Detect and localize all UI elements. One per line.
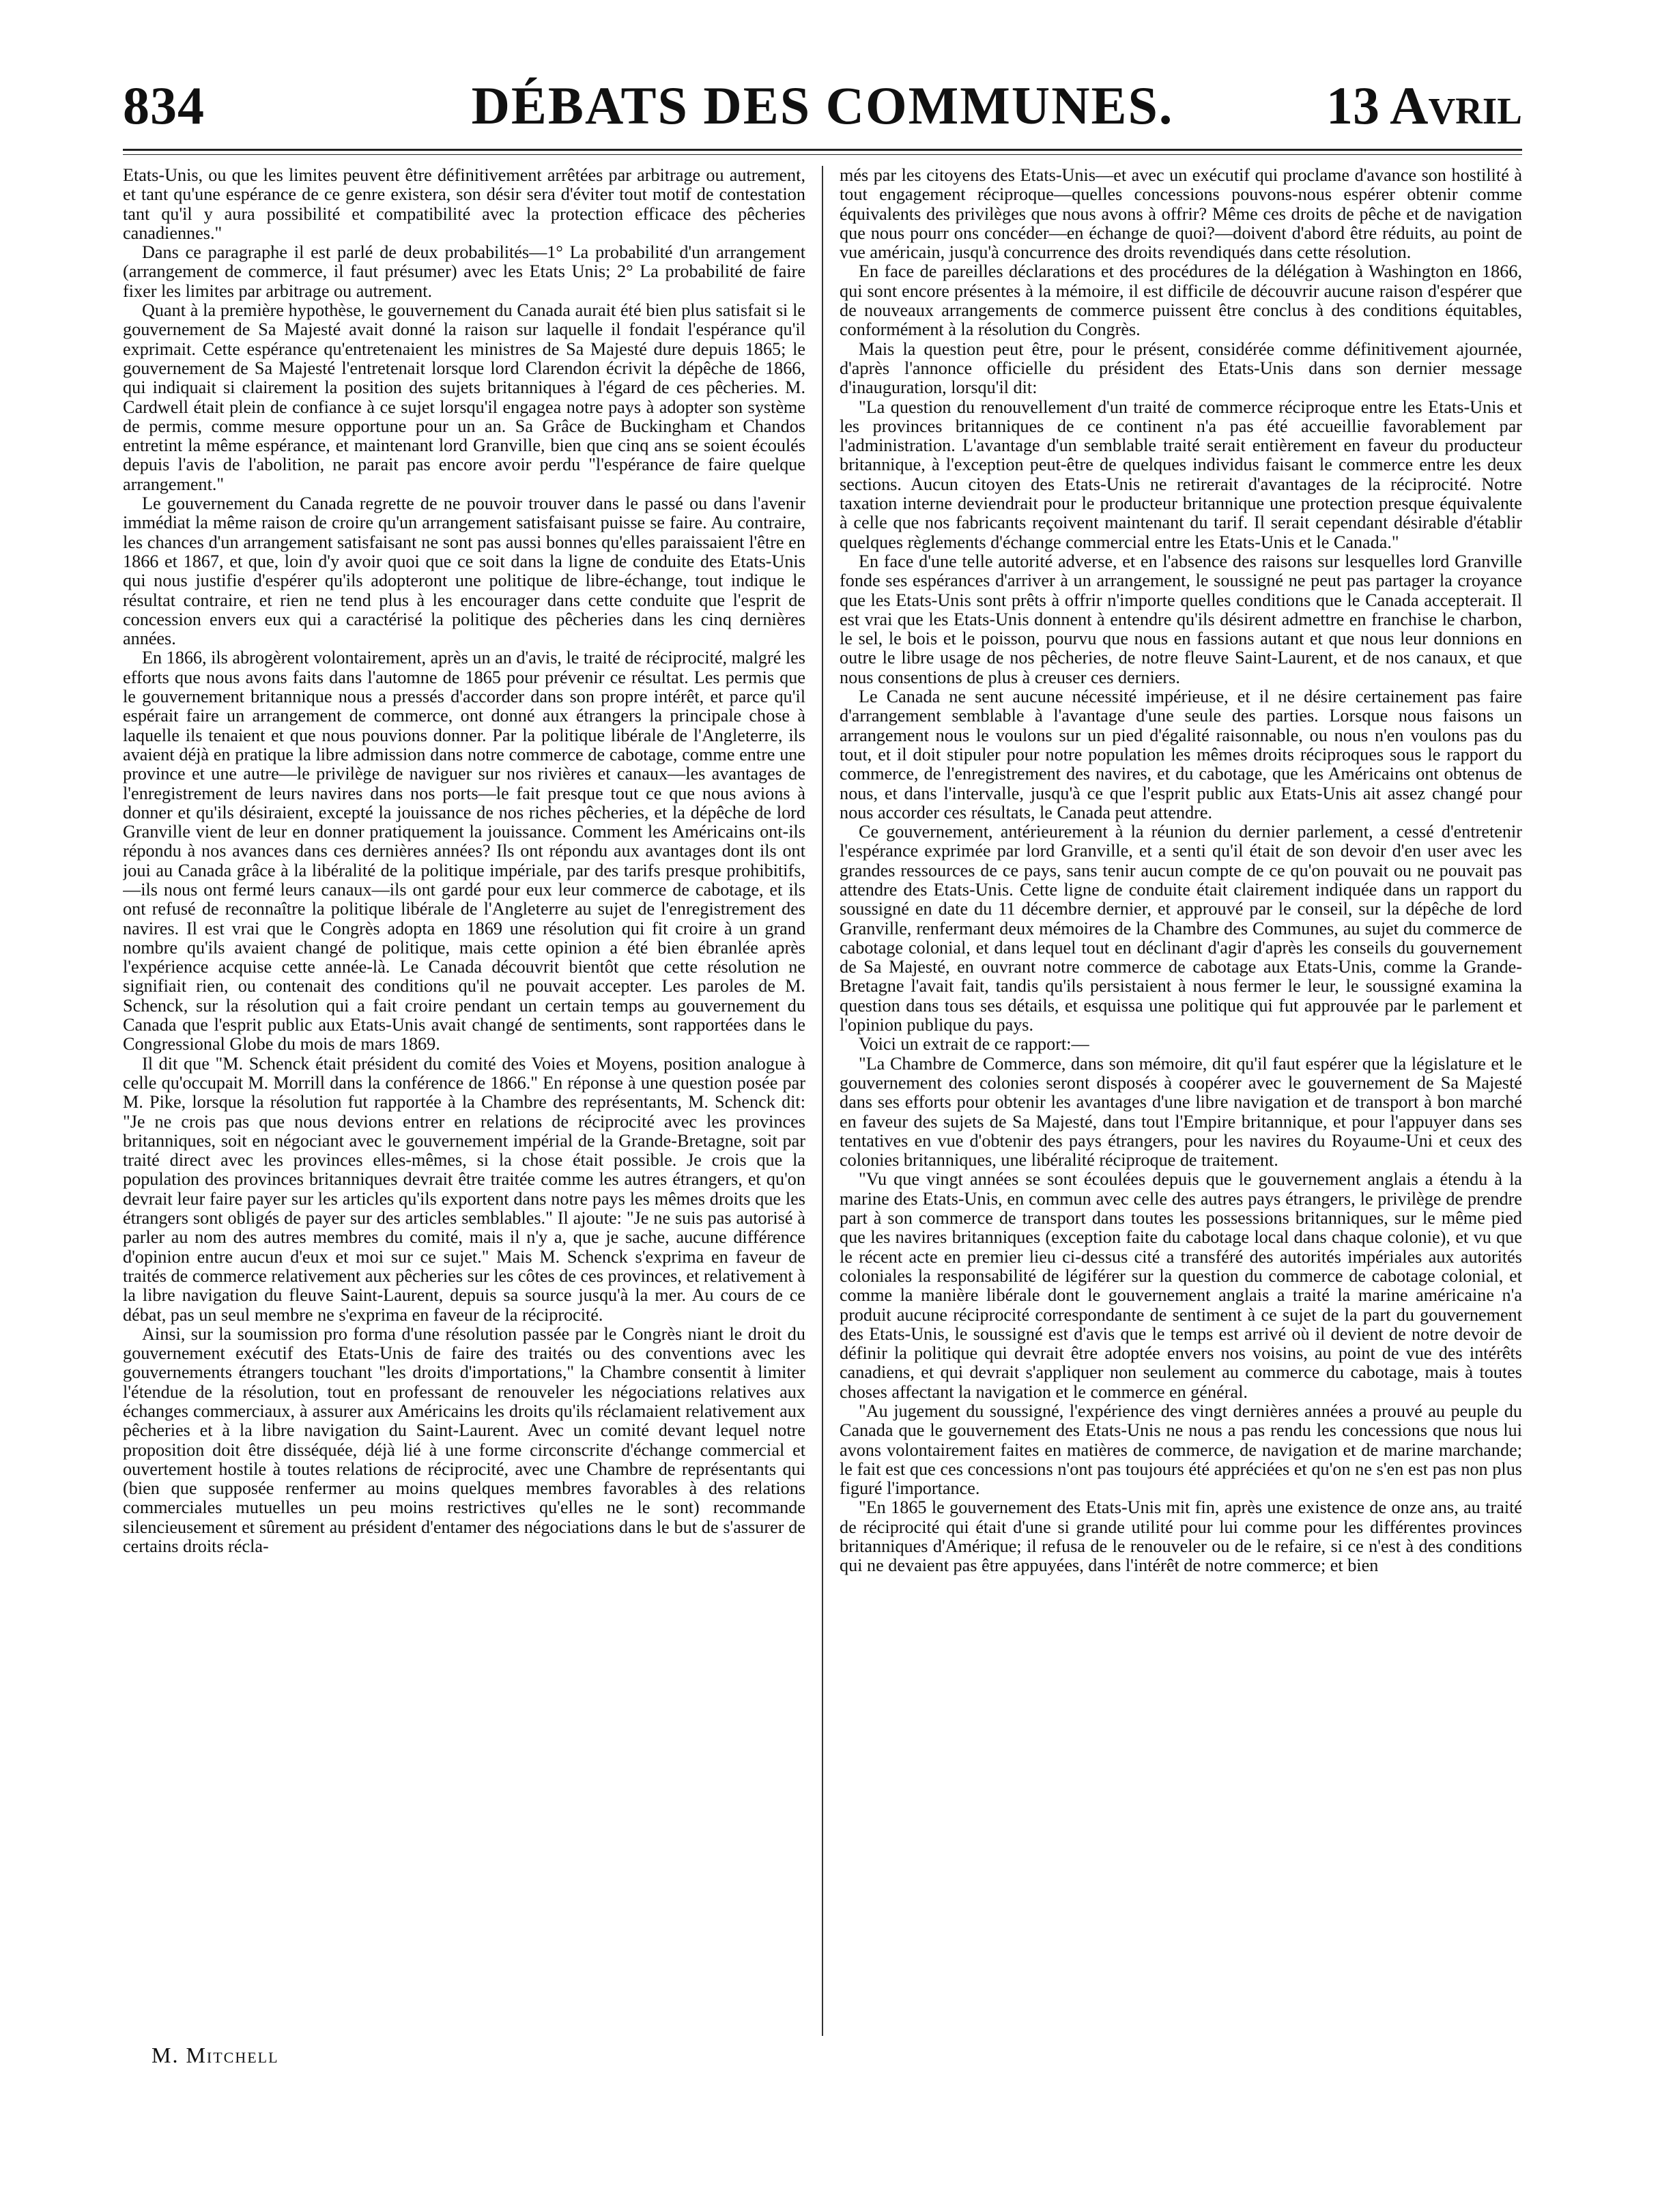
paragraph: En 1866, ils abrogèrent volontairement, après un an d'avis, le traité de réciprocité, malgré les efforts que nous avons faits dans l'automne de 1865 pour prévenir ce résultat. Les permis que le gouvernement britannique nous a pressés d'accorder dans son propre intérêt, et parce qu'il espérait faire un arrangement de commerce, ont donné aux étrangers la principale chose à laquelle ils tenaient et que nous pouvions donner. Par la politique libérale de l'Angleterre, ils avaient déjà en pratique la libre admission dans notre commerce de cabotage, comme entre une province et une autre—le privilège de naviguer sur nos rivières et canaux—les avantages de l'enregistrement de leurs navires dans nos ports—le fait presque tout ce que nous avions à donner et qu'ils désiraient, excepté la jouissance de nos riches pêcheries, et la dépêche de lord Granville vient de leur en donner pratiquement la jouissance. Comment les Américains ont-ils répondu à nos avances dans ces dernières années? Ils ont répondu aux avantages dont ils ont joui au Canada grâce à la libéralité de la politique impériale, par des tarifs presque prohibitifs,—ils nous ont fermé leurs canaux—ils ont gardé pour eux leur commerce de cabotage, et ils ont refusé de reconnaître la politique libérale de l'Angleterre au sujet de l'enregistrement des navires. Il est vrai que le Congrès adopta en 1869 une résolution qui fit croire à un grand nombre qu'ils avaient changé de politique, mais cette opinion a été bien ébranlée après l'expérience acquise cette année-là. Le Canada découvrit bientôt que cette résolution ne signifiait rien, ou contenait des conditions qu'il ne pouvait accepter. Les paroles de M. Schenck, sur la résolution qui a fait croire pendant un certain temps au gouvernement du Canada que l'esprit public aux Etats-Unis avait changé de sentiments, sont rapportées dans le Congressional Globe du mois de mars 1869. (123, 648, 805, 1054)
paragraph: En face de pareilles déclarations et des procédures de la délégation à Washington en 1866, qui sont encore présentes à la mémoire, il est difficile de découvrir aucune raison d'espérer que de nouveaux arrangements de commerce puissent être conclus à des conditions équitables, conformément à la résolution du Congrès. (840, 261, 1522, 340)
left-column (123, 166, 805, 2036)
speaker-footer: M. Mitchell (152, 2043, 279, 2067)
paragraph: més par les citoyens des Etats-Unis—et avec un exécutif qui proclame d'avance son hostilité à tout engagement réciproque—quelles concessions pouvons-nous espérer obtenir comme équivalents des privilèges que nous avons à offrir? Même ces droits de pêche et de navigation que nous pourr ons concéder—en échange de quoi?—doivent d'abord être réduits, au point de vue américain, jusqu'à concurrence des droits revendiqués dans cette résolution. (840, 166, 1522, 263)
paragraph: Mais la question peut être, pour le présent, considérée comme définitivement ajournée, d'après l'annonce officielle du président des Etats-Unis dans son dernier message d'inauguration, lorsqu'il dit: (840, 339, 1522, 398)
right-column (840, 166, 1522, 2036)
page-number: 834 (123, 76, 205, 135)
paragraph: Le gouvernement du Canada regrette de ne pouvoir trouver dans le passé ou dans l'avenir immédiat la même raison de croire qu'un arrangement satisfaisant puisse se faire. Au contraire, les chances d'un arrangement satisfaisant ne sont pas aussi bonnes qu'elles paraissaient l'être en 1866 et 1867, et que, loin d'y avoir quoi que ce soit dans la ligne de conduite des Etats-Unis qui nous justifie d'espérer qu'ils adopteront une politique de libre-échange, tout indique le résultat contraire, et rien ne tend plus à les encourager dans cette conduite que l'esprit de concession envers eux qui a caractérisé la politique des pêcheries dans les cinq dernières années. (123, 493, 805, 649)
paragraph: Etats-Unis, ou que les limites peuvent être définitivement arrêtées par arbitrage ou autrement, et tant qu'une espérance de ce genre existera, son désir sera d'éviter tout motif de contestation tant qu'il y aura possibilité et compatibilité avec la protection efficace des pêcheries canadiennes." (123, 166, 805, 243)
paragraph: Voici un extrait de ce rapport:— (859, 1034, 1089, 1054)
paragraph: "En 1865 le gouvernement des Etats-Unis mit fin, après une existence de onze ans, au traité de réciprocité qui était d'une si grande utilité pour lui comme pour les différentes provinces britanniques d'Amérique; il refusa de le renouveler ou de le refaire, si ce n'est à des conditions qui ne devaient pas être appuyées, dans l'intérêt de notre commerce; et bien (840, 1497, 1522, 1576)
paragraph: Quant à la première hypothèse, le gouvernement du Canada aurait été bien plus satisfait si le gouvernement de Sa Majesté avait donné la raison sur laquelle il fondait l'espérance qu'il exprimait. Cette espérance qu'entretenaient les ministres de Sa Majesté dure depuis 1865; le gouvernement de Sa Majesté l'entretenait lorsque lord Clarendon écrivit la dépêche de 1866, qui indiquait si clairement la position des sujets britanniques à l'égard de ces pêcheries. M. Cardwell était plein de confiance à ce sujet lorsqu'il engagea notre pays à adopter son système de permis, comme mesure opportune pour un an. Sa Grâce de Buckingham et Chandos entretint la même espérance, et maintenant lord Granville, bien que cinq ans se soient écoulés depuis l'avis de l'abolition, ne parait pas encore avoir perdu "l'espérance de faire quelque arrangement." (123, 300, 805, 494)
paragraph: Il dit que "M. Schenck était président du comité des Voies et Moyens, position analogue à celle qu'occupait M. Morrill dans la conférence de 1866." En réponse à une question posée par M. Pike, lorsque la résolution fut rapportée à la Chambre des représentants, M. Schenck dit: "Je ne crois pas que nous devions entrer en relations de réciprocité avec les provinces britanniques, soit en négociant avec le gouvernement impérial de la Grande-Bretagne, soit par traité direct avec les provinces elles-mêmes, si la chose était possible. Je crois que la population des provinces britanniques devrait être traitée comme les autres étrangers, et qu'on devrait leur faire payer sur les articles qu'ils exportent dans notre pays les mêmes droits que les étrangers sont obligés de payer sur des articles semblables." Il ajoute: "Je ne suis pas autorisé à parler au nom des autres membres du comité, mais il n'y a, que je sache, aucune différence d'opinion entre aucun d'eux et moi sur ce sujet." Mais M. Schenck s'exprima en faveur de traités de commerce relativement aux pêcheries sur les côtes de ces provinces, et relativement à la libre navigation du fleuve Saint-Laurent, depuis sa source jusqu'à la mer. Au cours de ce débat, pas un seul membre ne s'exprima en faveur de la réciprocité. (123, 1053, 805, 1325)
header-rule-thin (123, 154, 1522, 155)
header-date: 13 Avril (1326, 76, 1522, 135)
column-divider (822, 166, 823, 2036)
text-columns (123, 166, 1522, 2036)
page-header (123, 75, 1522, 150)
paragraph: Ce gouvernement, antérieurement à la réunion du dernier parlement, a cessé d'entretenir l'espérance exprimée par lord Granville, et a senti qu'il était de son devoir d'en user avec les grandes ressources de ce pays, sans tenir aucun compte de ce qu'on pouvait ou ne pouvait pas attendre des Etats-Unis. Cette ligne de conduite était clairement indiquée dans un rapport du soussigné en date du 11 décembre dernier, et approuvé par le conseil, sur la dépêche de lord Granville, renfermant deux mémoires de la Chambre des Communes, au sujet du commerce de cabotage colonial, et dans lequel tout en déclinant d'agir d'après les conseils du gouvernement de Sa Majesté, en ouvrant notre commerce de cabotage aux Etats-Unis, comme la Grande-Bretagne l'avait fait, tandis qu'ils persistaient à nous fermer le leur, le soussigné examina la question dans tous ses détails, et esquissa une politique qui fut approuvée par le parlement et l'opinion publique du pays. (840, 822, 1522, 1035)
paragraph: En face d'une telle autorité adverse, et en l'absence des raisons sur lesquelles lord Granville fonde ses espérances d'arriver à un arrangement, le soussigné ne peut pas partager la croyance que les Etats-Unis sont prêts à offrir n'importe quelles conditions que le Canada accepterait. Il est vrai que les Etats-Unis donnent à entendre qu'ils désirent admettre en franchise le charbon, le sel, le bois et le poisson, pourvu que nous en fassions autant et que nous leur donnions en outre le libre usage de nos pêcheries, de notre fleuve Saint-Laurent, et de nos canaux, et que nous consentions de plus à creuser ces derniers. (840, 551, 1522, 687)
running-title: DÉBATS DES COMMUNES. (471, 76, 1174, 135)
paragraph: Le Canada ne sent aucune nécessité impérieuse, et il ne désire certainement pas faire d'arrangement semblable à l'avantage d'une seule des parties. Lorsque nous faisons un arrangement nous le voulons sur un pied d'égalité raisonnable, ou nous n'en voulons pas du tout, et il doit stipuler pour notre population les mêmes droits réciproques sous le rapport du commerce, de l'enregistrement des navires, et du cabotage, que les Américains ont obtenus de nous, et dans l'intervalle, jusqu'à ce que l'esprit public aux Etats-Unis ait assez changé pour nous accorder ces résultats, le Canada peut attendre. (840, 687, 1522, 822)
paragraph: "Au jugement du soussigné, l'expérience des vingt dernières années a prouvé au peuple du Canada que le gouvernement des Etats-Unis ne nous a pas rendu les concessions que nous lui avons volontairement faites en matières de commerce, de navigation et de marine marchande; le fait est que ces concessions n'ont pas toujours été appréciées et qu'on ne s'en est pas non plus figuré l'importance. (840, 1401, 1522, 1499)
header-rule (123, 149, 1522, 151)
paragraph: Dans ce paragraphe il est parlé de deux probabilités—1° La probabilité d'un arrangement (arrangement de commerce, il faut présumer) avec les Etats Unis; 2° La probabilité de faire fixer les limites par arbitrage ou autrement. (123, 242, 805, 301)
paragraph: "Vu que vingt années se sont écoulées depuis que le gouvernement anglais a étendu à la marine des Etats-Unis, en commun avec celle des autres pays étrangers, le privilège de prendre part à son commerce de transport dans toutes les possessions britanniques, sur le même pied que les navires britanniques (exception faite du cabotage local dans chaque colonie), et vu que le récent acte en premier lieu ci-dessus cité a transféré des autorités impériales aux autorités coloniales la responsabilité de légiférer sur la question du commerce de cabotage colonial, et comme la manière libérale dont le gouvernement anglais a traité la marine américaine n'a produit aucune réciprocité correspondante de sentiment à ce sujet de la part du gouvernement des Etats-Unis, le soussigné est d'avis que le temps est arrivé où il devient de notre devoir de définir la politique qui devrait être adoptée envers nos voisins, au point de vue des intérêts canadiens, et qui devrait s'appliquer non seulement au commerce du cabotage, mais à toutes choses affectant la navigation et le commerce en général. (840, 1169, 1522, 1402)
paragraph: Ainsi, sur la soumission pro forma d'une résolution passée par le Congrès niant le droit du gouvernement exécutif des Etats-Unis de faire des traités ou des conventions avec les gouvernements étrangers touchant "les droits d'importations," la Chambre consentit à limiter l'étendue de la résolution, tout en professant de renouveler les négociations relatives aux échanges commerciaux, à assurer aux Américains les droits qu'ils réclamaient relativement aux pêcheries et à la libre navigation du Saint-Laurent. Avec un comité devant lequel notre proposition doit être disséquée, déjà lié à une forme circonscrite d'échange commercial et ouvertement hostile à toutes relations de réciprocité, avec une Chambre de représentants qui (bien que supposée renfermer au moins quelques membres favorables à des relations commerciales mutuelles un peu moins restrictives qu'elles ne le sont) recommande silencieusement et sûrement au président d'entamer des négociations dans le but de s'assurer de certains droits récla- (123, 1323, 805, 1557)
paragraph: "La Chambre de Commerce, dans son mémoire, dit qu'il faut espérer que la législature et le gouvernement des colonies seront disposés à coopérer avec le gouvernement de Sa Majesté dans ses efforts pour obtenir les avantages d'une libre navigation et de transport à bon marché en faveur des sujets de Sa Majesté, dans tout l'Empire britannique, et pour l'appuyer dans ses tentatives en vue d'obtenir des pays étrangers, pour les navires du Royaume-Uni et ceux des colonies britanniques, une libéralité réciproque de traitement. (840, 1053, 1522, 1170)
paragraph: "La question du renouvellement d'un traité de commerce réciproque entre les Etats-Unis et les provinces britanniques de ce continent n'a pas été accueillie favorablement par l'administration. L'avantage d'un semblable traité serait entièrement en faveur du producteur britannique, à l'exception peut-être de quelques individus faisant le commerce entre les deux sections. Aucun citoyen des Etats-Unis ne retirerait d'avantages de la réciprocité. Notre taxation interne deviendrait pour le producteur britannique une protection presque équivalente à celle que nos fabricants reçoivent maintenant du tarif. Il serait cependant désirable d'établir quelques règlements d'échange commercial entre les Etats-Unis et le Canada." (840, 397, 1522, 552)
